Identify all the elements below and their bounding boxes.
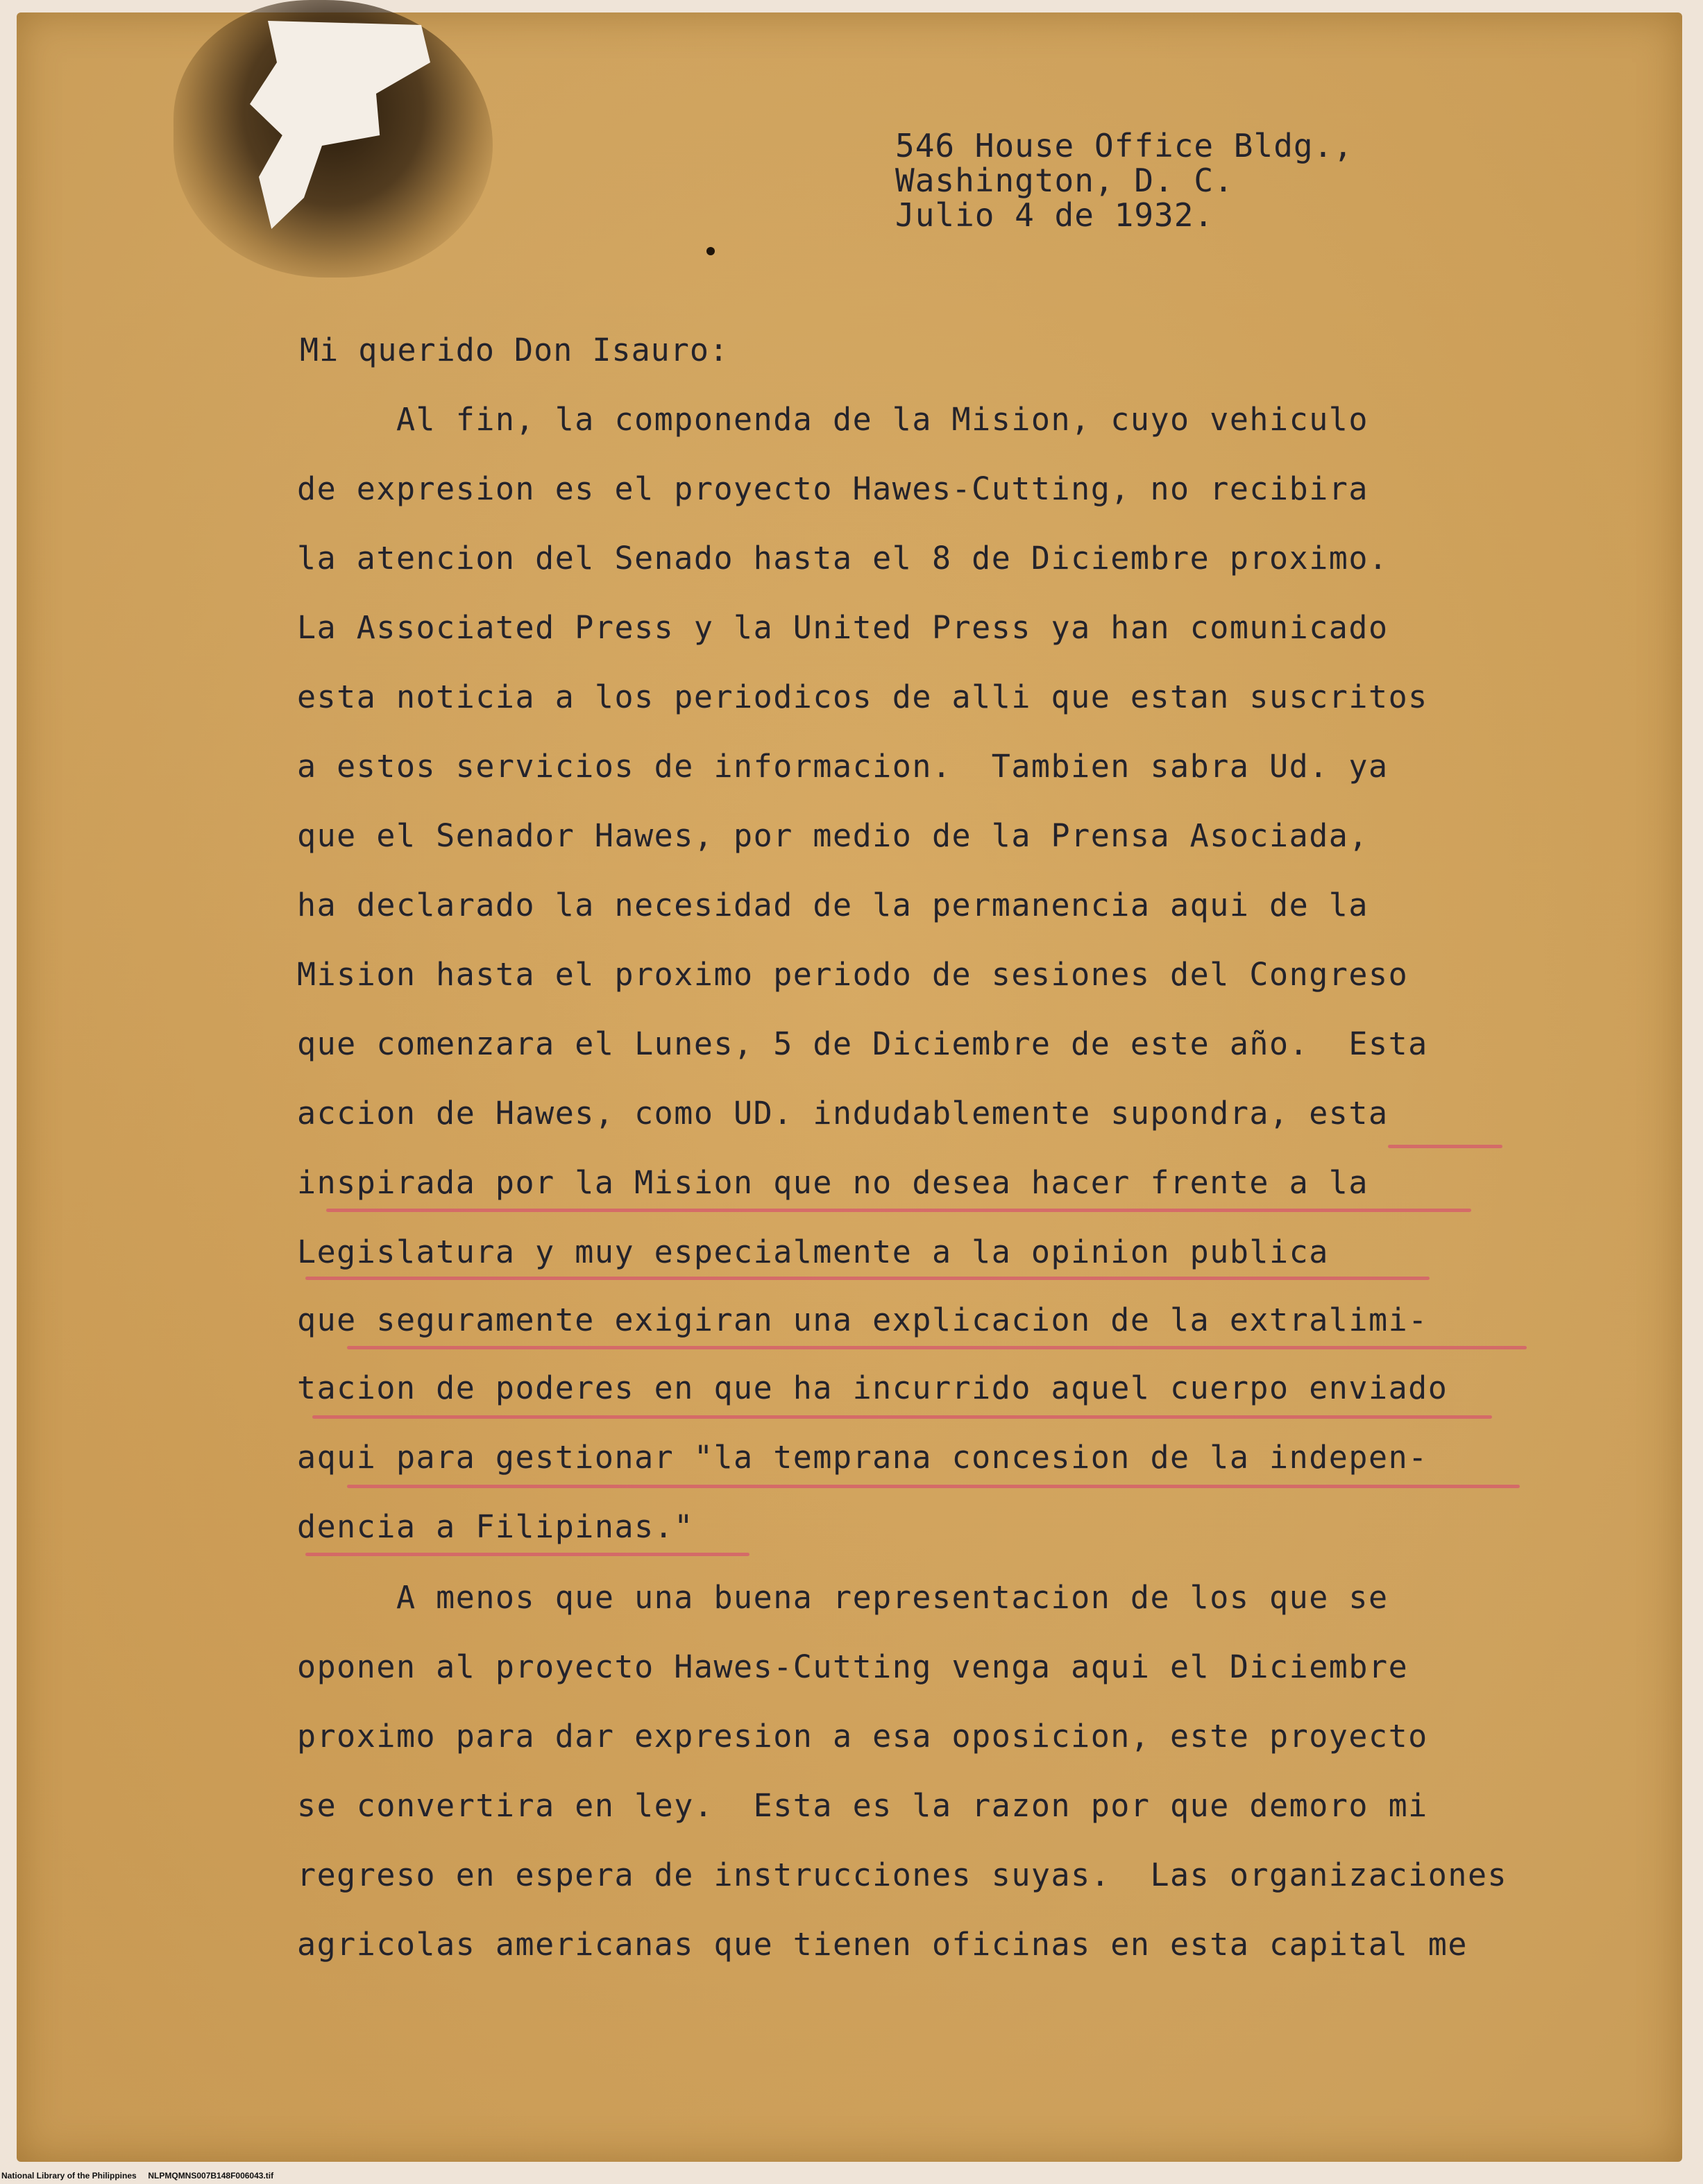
paragraph1-line: que seguramente exigiran una explicacion de la extralimi- <box>297 1302 1428 1338</box>
red-underline <box>1388 1145 1502 1148</box>
paragraph2-line: proximo para dar expresion a esa oposicion, este proyecto <box>297 1718 1428 1755</box>
paragraph1-line: esta noticia a los periodicos de alli que estan suscritos <box>297 679 1428 715</box>
address-line-1: 546 House Office Bldg., <box>895 127 1353 164</box>
red-underline <box>312 1415 1492 1419</box>
paragraph1-line: ha declarado la necesidad de la permanencia aqui de la <box>297 887 1369 923</box>
address-line-3: Julio 4 de 1932. <box>895 196 1214 234</box>
paragraph1-line: accion de Hawes, como UD. indudablemente supondra, esta <box>297 1095 1389 1132</box>
paragraph1-line: tacion de poderes en que ha incurrido aquel cuerpo enviado <box>297 1370 1448 1406</box>
paragraph1-line: a estos servicios de informacion. Tambien sabra Ud. ya <box>297 748 1389 785</box>
paragraph1-line: dencia a Filipinas." <box>297 1508 694 1545</box>
paragraph1-line: que el Senador Hawes, por medio de la Prensa Asociada, <box>297 817 1369 854</box>
archive-caption: National Library of the Philippines NLPMQMNS007B148F006043.tif <box>1 2171 274 2181</box>
paragraph2-line: oponen al proyecto Hawes-Cutting venga aqui el Diciembre <box>297 1648 1409 1685</box>
paragraph1-line: de expresion es el proyecto Hawes-Cutting, no recibira <box>297 470 1369 507</box>
address-block <box>895 128 1353 232</box>
red-underline <box>347 1485 1520 1488</box>
paragraph2-line: regreso en espera de instrucciones suyas. Las organizaciones <box>297 1857 1508 1893</box>
salutation: Mi querido Don Isauro: <box>300 332 729 368</box>
paragraph1-line: la atencion del Senado hasta el 8 de Diciembre proximo. <box>297 540 1389 577</box>
paragraph2-line: se convertira en ley. Esta es la razon por que demoro mi <box>297 1787 1428 1824</box>
red-underline <box>347 1346 1527 1349</box>
paragraph1-line: aqui para gestionar "la temprana concesion de la indepen- <box>297 1439 1428 1476</box>
paragraph1-line: que comenzara el Lunes, 5 de Diciembre de este año. Esta <box>297 1025 1428 1062</box>
paragraph1-line: Legislatura y muy especialmente a la opinion publica <box>297 1234 1329 1270</box>
paragraph1-line: Al fin, la componenda de la Mision, cuyo vehiculo <box>297 401 1369 438</box>
address-line-2: Washington, D. C. <box>895 162 1234 199</box>
paragraph2-line: A menos que una buena representacion de los que se <box>297 1579 1389 1616</box>
letter-page <box>17 12 1682 2162</box>
red-underline <box>305 1277 1430 1280</box>
paragraph1-line: Mision hasta el proximo periodo de sesiones del Congreso <box>297 956 1409 993</box>
red-underline <box>305 1553 749 1556</box>
paragraph2-line: agricolas americanas que tienen oficinas en esta capital me <box>297 1926 1468 1963</box>
paragraph1-line: inspirada por la Mision que no desea hacer frente a la <box>297 1164 1369 1201</box>
red-underline <box>326 1209 1471 1212</box>
ink-spot <box>706 247 715 255</box>
paragraph1-line: La Associated Press y la United Press ya han comunicado <box>297 609 1389 646</box>
